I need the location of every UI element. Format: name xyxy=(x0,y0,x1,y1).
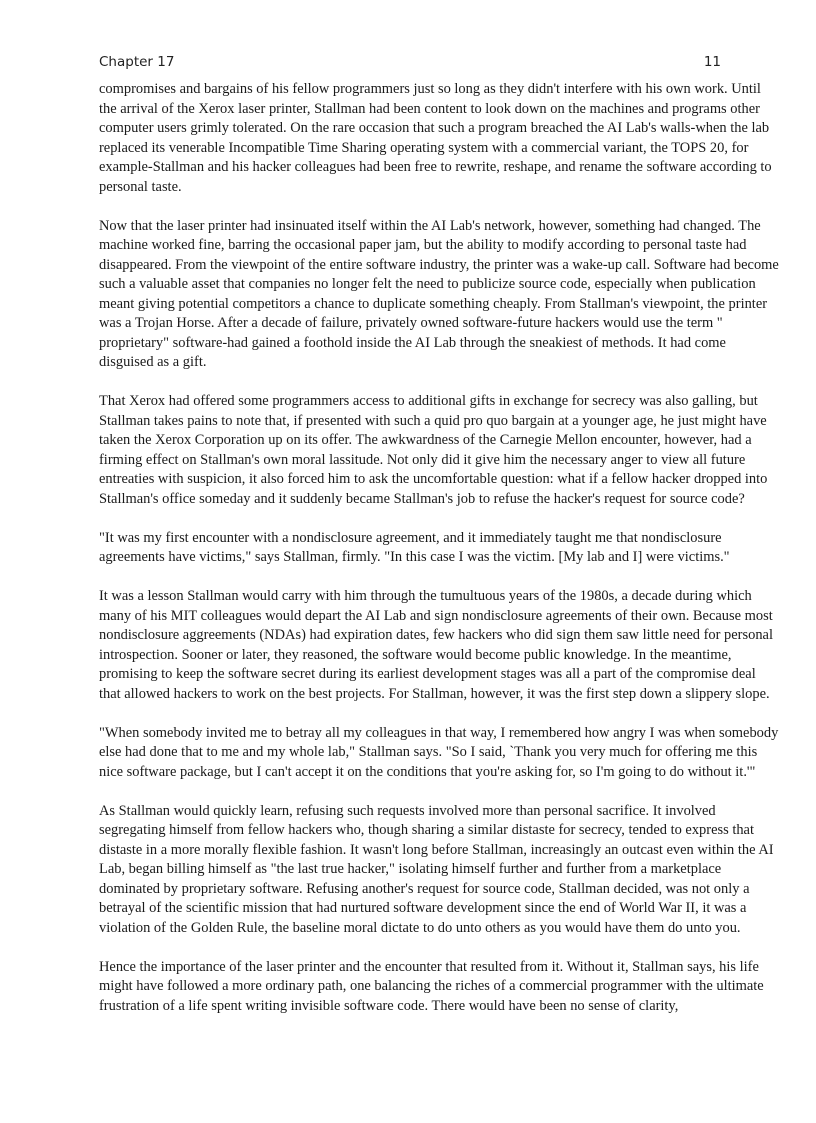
paragraph: That Xerox had offered some programmers access to additional gifts in exchange for secrecy was also galling, but Stallman takes pains to note that, if presented with such a quid pro quo bargain at a younger age, he just might have taken the Xerox Corporation up on its offer. The awkwardness of the Carnegie Mellon encounter, however, had a firming effect on Stallman's own moral lassitude. Not only did it give him the necessary anger to view all future entreaties with suspicion, it also forced him to ask the uncomfortable question: what if a fellow hacker dropped into Stallman's office someday and it suddenly became Stallman's job to refuse the hacker's request for source code? xyxy=(99,393,768,507)
paragraph: As Stallman would quickly learn, refusing such requests involved more than personal sacrifice. It involved segregating himself from fellow hackers who, though sharing a similar distaste for secrecy, tended to express that distaste in a more morally flexible fashion. It wasn't long before Stallman, increasingly an outcast even within the AI Lab, began billing himself as "the last true hacker," isolating himself further and further from a marketplace dominated by proprietary software. Refusing another's request for source code, Stallman decided, was not only a betrayal of the scientific mission that had nurtured software development since the end of World War II, it was a violation of the Golden Rule, the baseline moral dictate to do unto others as you would have them do unto you. xyxy=(99,802,774,936)
paragraph: "It was my first encounter with a nondisclosure agreement, and it immediately taught me that nondisclosure agreements have victims," says Stallman, firmly. "In this case I was the victim. [My lab and I] were victims." xyxy=(99,529,730,565)
paragraph: "When somebody invited me to betray all my colleagues in that way, I remembered how angry I was when somebody else had done that to me and my whole lab," Stallman says. "So I said, `Thank you very much for offering me this nice software package, but I can't accept it on the conditions that you're asking for, so I'm going to do without it.'" xyxy=(99,724,779,780)
paragraph: Hence the importance of the laser printer and the encounter that resulted from it. Without it, Stallman says, his life might have followed a more ordinary path, one balancing the riches of a commercial programmer with the ultimate frustration of a life spent writing invisible software code. There would have been no sense of clarity, xyxy=(99,958,764,1014)
body-text xyxy=(99,80,779,1036)
paragraph: Now that the laser printer had insinuated itself within the AI Lab's network, however, something had changed. The machine worked fine, barring the occasional paper jam, but the ability to modify according to personal taste had disappeared. From the viewpoint of the entire software industry, the printer was a wake-up call. Software had become such a valuable asset that companies no longer felt the need to publicize source code, especially when publication meant giving potential competitors a chance to duplicate something cheaply. From Stallman's viewpoint, the printer was a Trojan Horse. After a decade of failure, privately owned software-future hackers would use the term " proprietary" software-had gained a foothold inside the AI Lab through the sneakiest of methods. It had come disguised as a gift. xyxy=(99,217,779,370)
page-number: 11 xyxy=(703,54,721,70)
paragraph: compromises and bargains of his fellow programmers just so long as they didn't interfere with his own work. Until the arrival of the Xerox laser printer, Stallman had been content to look down on the machines and programs other computer users grimly tolerated. On the rare occasion that such a program breached the AI Lab's walls-when the lab replaced its venerable Incompatible Time Sharing operating system with a commercial variant, the TOPS 20, for example-Stallman and his hacker colleagues had been free to rewrite, reshape, and rename the software according to personal taste. xyxy=(99,81,772,195)
paragraph: It was a lesson Stallman would carry with him through the tumultuous years of the 1980s, a decade during which many of his MIT colleagues would depart the AI Lab and sign nondisclosure agreements of their own. Because most nondisclosure aggreements (NDAs) had expiration dates, few hackers who did sign them saw little need for personal introspection. Sooner or later, they reasoned, the software would become public knowledge. In the meantime, promising to keep the software secret during its earliest development stages was all a part of the compromise deal that allowed hackers to work on the best projects. For Stallman, however, it was the first step down a slippery slope. xyxy=(99,588,773,702)
chapter-label: Chapter 17 xyxy=(99,54,175,70)
page-header xyxy=(99,52,721,72)
